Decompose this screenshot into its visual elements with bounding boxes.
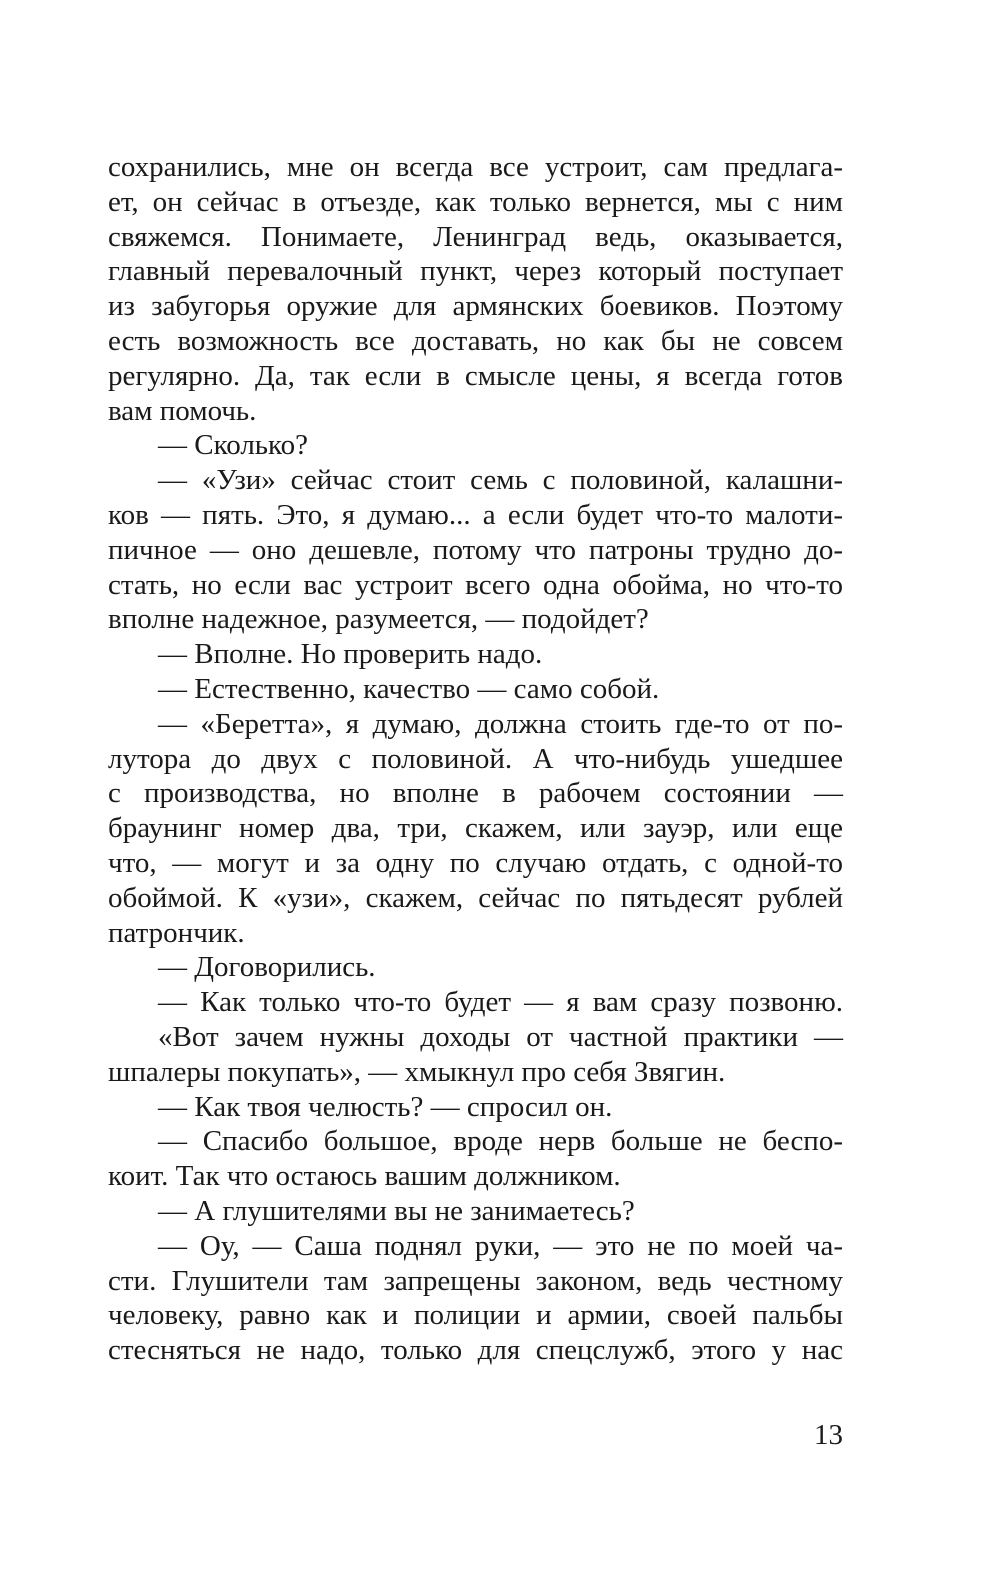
text-line: человеку, равно как и полиции и армии, своей пальбы [108, 1299, 843, 1332]
text-line: — Как твоя челюсть? — спросил он. [158, 1090, 613, 1123]
text-line: ков — пять. Это, я думаю... а если будет что-то малоти- [108, 498, 843, 531]
text-line: с производства, но вполне в рабочем состоянии — [108, 777, 843, 810]
text-line: браунинг номер два, три, скажем, или зауэр, или еще [108, 812, 843, 845]
page-number: 13 [814, 1419, 843, 1451]
text-line: сти. Глушители там запрещены законом, ведь честному [108, 1264, 843, 1297]
text-line: — А глушителями вы не занимаетесь? [158, 1194, 635, 1227]
text-line: стесняться не надо, только для спецслужб, этого у нас [108, 1334, 843, 1367]
text-line: — «Узи» сейчас стоит семь с половиной, калашни- [158, 464, 843, 497]
text-line: есть возможность все доставать, но как бы не совсем [108, 324, 843, 357]
text-line: вам помочь. [108, 394, 257, 427]
text-line: — «Беретта», я думаю, должна стоить где-то от по- [158, 707, 843, 740]
text-line: шпалеры покупать», — хмыкнул про себя Звягин. [108, 1055, 726, 1088]
text-line: регулярно. Да, так если в смысле цены, я всегда готов [108, 359, 843, 392]
text-line: сохранились, мне он всегда все устроит, сам предлага- [108, 151, 843, 183]
text-line: вполне надежное, разумеется, — подойдет? [108, 603, 649, 636]
text-line: — Как только что-то будет — я вам сразу позвоню. [158, 986, 843, 1019]
text-line: — Спасибо большое, вроде нерв больше не беспо- [158, 1125, 843, 1158]
text-line: — Естественно, качество — само собой. [158, 672, 660, 705]
text-line: главный перевалочный пункт, через который поступает [108, 255, 843, 288]
text-line: лутора до двух с половиной. А что-нибудь ушедшее [108, 742, 843, 775]
page-body-text [108, 150, 843, 1368]
text-line: — Оу, — Саша поднял руки, — это не по моей ча- [158, 1229, 843, 1262]
text-line: коит. Так что остаюсь вашим должником. [108, 1160, 621, 1193]
text-line: — Договорились. [158, 951, 376, 984]
text-line: стать, но если вас устроит всего одна обойма, но что-то [108, 568, 843, 601]
text-line: пичное — оно дешевле, потому что патроны трудно до- [108, 533, 843, 566]
text-line: обоймой. К «узи», скажем, сейчас по пятьдесят рублей [108, 881, 843, 914]
text-line: «Вот зачем нужны доходы от частной практики — [158, 1020, 843, 1053]
text-line: патрончик. [108, 916, 245, 949]
text-line: ет, он сейчас в отъезде, как только вернется, мы с ним [108, 185, 843, 218]
text-line: свяжемся. Понимаете, Ленинград ведь, оказывается, [108, 220, 843, 253]
text-line: — Вполне. Но проверить надо. [158, 638, 543, 671]
text-line: — Сколько? [158, 429, 309, 462]
text-line: что, — могут и за одну по случаю отдать, с одной-то [108, 846, 843, 879]
text-line: из забугорья оружие для армянских боевиков. Поэтому [108, 290, 843, 323]
